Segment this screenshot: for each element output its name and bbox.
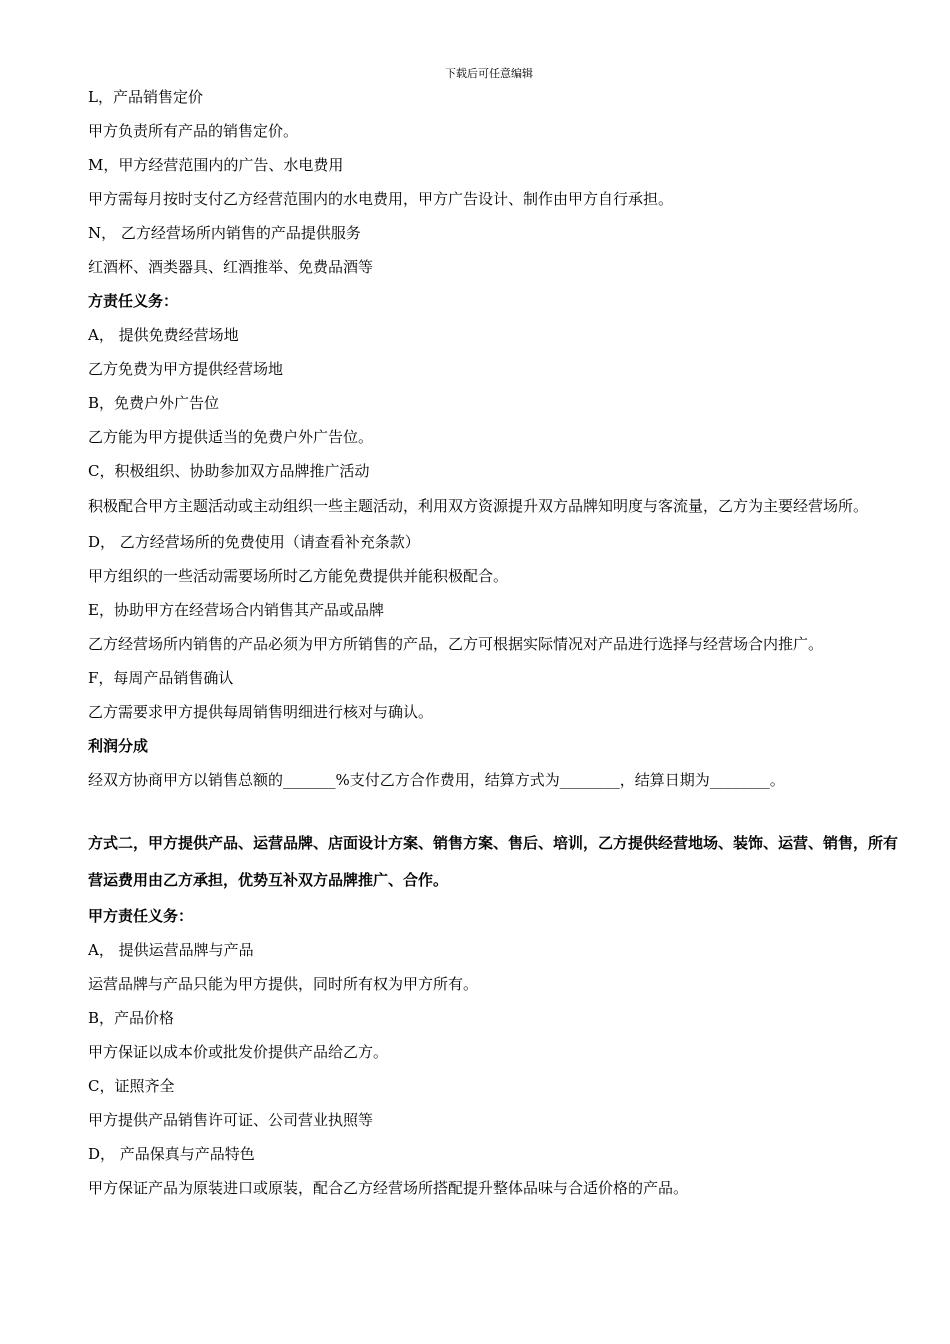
paragraph-line: C，证照齐全 xyxy=(88,1077,175,1095)
paragraph-line: 积极配合甲方主题活动或主动组织一些主题活动，利用双方资源提升双方品牌知明度与客流量，乙方为主要经营场所。 xyxy=(88,497,869,515)
section-two xyxy=(88,825,908,1205)
paragraph-line: 甲方提供产品销售许可证、公司营业执照等 xyxy=(88,1111,374,1129)
paragraph-line: A， 提供免费经营场地 xyxy=(88,326,239,344)
paragraph-line: 乙方经营场所内销售的产品必须为甲方所销售的产品，乙方可根据实际情况对产品进行选择与经营场合内推广。 xyxy=(88,635,824,653)
paragraph-line: 乙方能为甲方提供适当的免费户外广告位。 xyxy=(88,428,374,446)
document-body xyxy=(88,80,908,1205)
paragraph-line: B，产品价格 xyxy=(88,1009,175,1027)
paragraph-line: M，甲方经营范围内的广告、水电费用 xyxy=(88,156,344,174)
paragraph-line: D， 乙方经营场所的免费使用（请查看补充条款） xyxy=(88,533,420,551)
paragraph-line: C，积极组织、协助参加双方品牌推广活动 xyxy=(88,462,370,480)
paragraph-line: L，产品销售定价 xyxy=(88,88,203,106)
paragraph-line: 乙方需要求甲方提供每周销售明细进行核对与确认。 xyxy=(88,703,434,721)
paragraph-line: D， 产品保真与产品特色 xyxy=(88,1145,255,1163)
paragraph-line: 甲方保证产品为原装进口或原装，配合乙方经营场所搭配提升整体品味与合适价格的产品。 xyxy=(88,1179,689,1197)
paragraph-line: 乙方免费为甲方提供经营场地 xyxy=(88,360,284,378)
paragraph-line: E，协助甲方在经营场合内销售其产品或品牌 xyxy=(88,601,384,619)
section-heading: 方责任义务： xyxy=(88,292,179,310)
paragraph-line: 运营品牌与产品只能为甲方提供，同时所有权为甲方所有。 xyxy=(88,975,479,993)
paragraph-line: 甲方需每月按时支付乙方经营范围内的水电费用，甲方广告设计、制作由甲方自行承担。 xyxy=(88,190,674,208)
paragraph-line: 甲方保证以成本价或批发价提供产品给乙方。 xyxy=(88,1043,389,1061)
paragraph-line: A， 提供运营品牌与产品 xyxy=(88,941,254,959)
paragraph-line: 甲方负责所有产品的销售定价。 xyxy=(88,122,299,140)
section-heading: 利润分成 xyxy=(88,737,149,755)
section-heading: 甲方责任义务： xyxy=(88,907,194,925)
page-header-note: 下载后可任意编辑 xyxy=(445,67,533,80)
section-one xyxy=(88,80,908,797)
paragraph-line: N， 乙方经营场所内销售的产品提供服务 xyxy=(88,224,361,242)
paragraph-line: F，每周产品销售确认 xyxy=(88,669,234,687)
section-spacer xyxy=(88,797,908,825)
paragraph-line: B，免费户外广告位 xyxy=(88,394,220,412)
paragraph-line: 经双方协商甲方以销售总额的_______%支付乙方合作费用，结算方式为________，结算日期为________。 xyxy=(88,771,785,789)
paragraph-line: 甲方组织的一些活动需要场所时乙方能免费提供并能积极配合。 xyxy=(88,567,509,585)
paragraph-line: 红酒杯、酒类器具、红酒推举、免费品酒等 xyxy=(88,258,374,276)
section-heading: 方式二，甲方提供产品、运营品牌、店面设计方案、销售方案、售后、培训，乙方提供经营地场、装饰、运营、销售，所有营运费用由乙方承担，优势互补双方品牌推广、合作。 xyxy=(88,834,899,889)
